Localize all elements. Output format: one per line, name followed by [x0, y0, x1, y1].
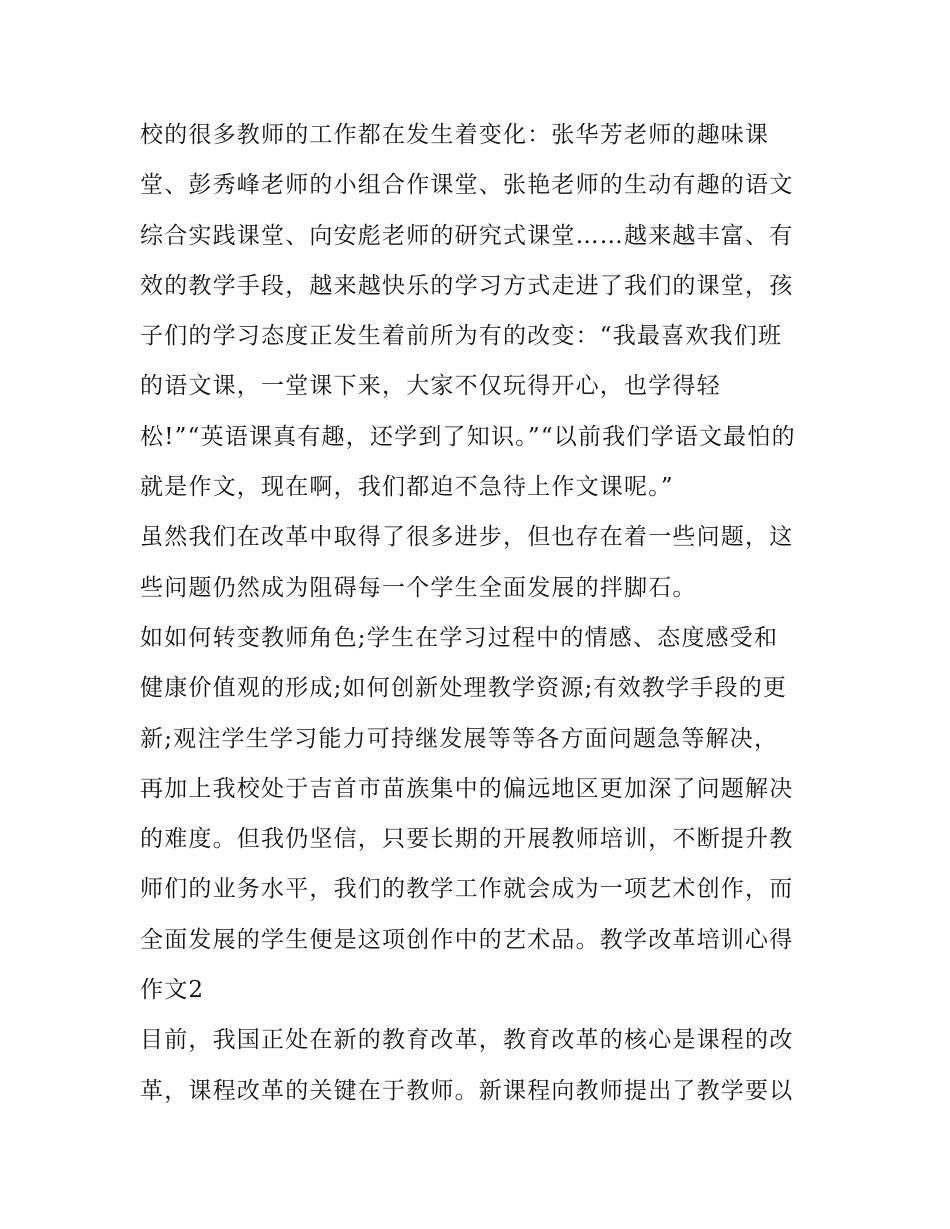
text-line: 师们的业务水平，我们的教学工作就会成为一项艺术创作，而 [140, 876, 794, 903]
text-line: 就是作文，现在啊，我们都迫不急待上作文课呢。” [140, 474, 674, 501]
text-line: 校的很多教师的工作都在发生着变化：张华芳老师的趣味课 [140, 122, 770, 148]
text-line: 的难度。但我仍坚信，只要长期的开展教师培训，不断提升教 [140, 826, 794, 853]
text-line: 再加上我校处于吉首市苗族集中的偏远地区更加深了问题解决 [140, 775, 794, 802]
document-page [140, 110, 820, 1116]
text-line: 新;观注学生学习能力可持继发展等等各方面问题急等解决， [140, 725, 779, 752]
text-line: 目前，我国正处在新的教育改革，教育改革的核心是课程的改 [140, 1027, 794, 1054]
text-line: 的语文课，一堂课下来，大家不仅玩得开心，也学得轻 [140, 373, 721, 400]
text-line: 虽然我们在改革中取得了很多进步，但也存在着一些问题，这 [140, 524, 794, 551]
text-line: 松!”“英语课真有趣，还学到了知识。”“以前我们学语文最怕的 [140, 423, 796, 450]
text-line: 革，课程改革的关键在于教师。新课程向教师提出了教学要以 [140, 1077, 794, 1104]
text-line: 全面发展的学生便是这项创作中的艺术品。教学改革培训心得 [140, 926, 794, 953]
text-line: 效的教学手段，越来越快乐的学习方式走进了我们的课堂，孩 [140, 272, 794, 299]
text-line: 综合实践课堂、向安彪老师的研究式课堂……越来越丰富、有 [140, 222, 794, 249]
text-line: 些问题仍然成为阻碍每一个学生全面发展的拌脚石。 [140, 574, 697, 601]
text-line: 子们的学习态度正发生着前所为有的改变：“我最喜欢我们班 [140, 323, 783, 350]
text-line: 堂、彭秀峰老师的小组合作课堂、张艳老师的生动有趣的语文 [140, 172, 794, 199]
text-line: 如如何转变教师角色;学生在学习过程中的情感、态度感受和 [140, 624, 779, 651]
text-line: 健康价值观的形成;如何创新处理教学资源;有效教学手段的更 [140, 675, 788, 702]
heading-line: 作文2 [140, 977, 205, 1004]
